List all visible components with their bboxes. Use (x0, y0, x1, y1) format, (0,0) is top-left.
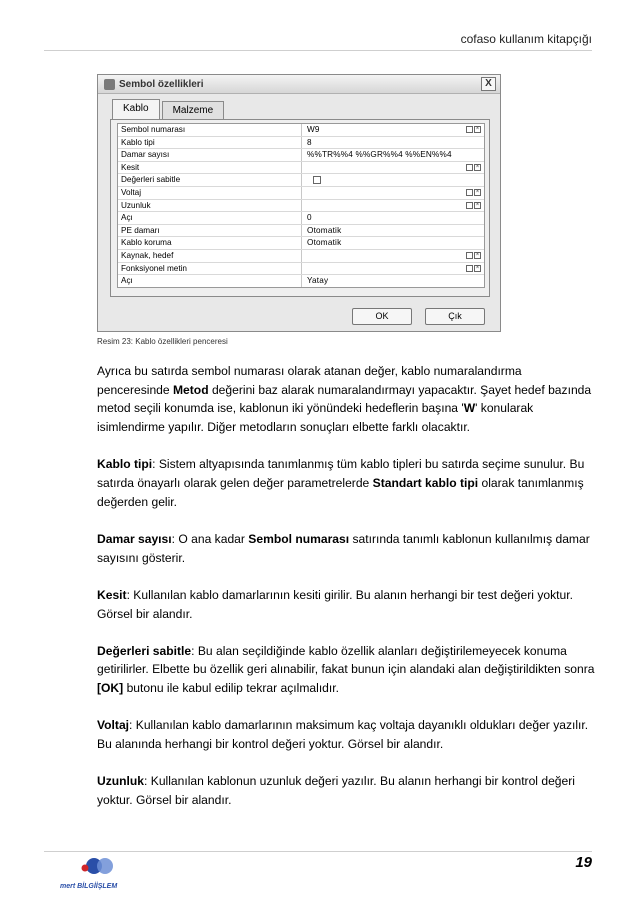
property-controls (457, 212, 484, 224)
bold-term: Uzunluk (97, 774, 145, 789)
logo-dot (82, 865, 89, 872)
property-row[interactable] (118, 237, 484, 250)
property-name: Fonksiyonel metin (118, 263, 302, 275)
paragraph (97, 455, 597, 511)
logo-circle-medium (97, 858, 113, 874)
property-row[interactable] (118, 174, 484, 187)
bold-term: Sembol numarası (248, 531, 350, 546)
paragraph-text: Ayrıca bu satırda sembol numarası olarak atanan değer, kablo numaralandırma penceresinde (97, 364, 522, 397)
paragraph-text: butonu ile kabul edilip tekrar açılmalıdır. (123, 681, 339, 696)
property-controls (457, 200, 484, 212)
bold-term: [OK] (97, 681, 124, 696)
visibility-checkbox[interactable] (466, 164, 473, 171)
paragraph-text: : Sistem altyapısında tanımlanmış tüm kablo tipleri bu satırda seçime sunulur. Bu satırda önayarlı olarak gelen değer parametrelerde (97, 457, 585, 491)
property-controls (457, 225, 484, 237)
bold-term: Standart kablo tipi (372, 476, 479, 491)
fix-values-checkbox[interactable] (313, 176, 321, 184)
paragraph (97, 530, 597, 567)
paragraph-text: satırında tanımlı kablonun kullanılmış damar sayısını gösterir. (97, 531, 590, 565)
property-controls (457, 149, 484, 161)
property-name: Kaynak, hedef (118, 250, 302, 262)
property-controls (457, 275, 484, 287)
clear-icon[interactable]: × (475, 126, 480, 133)
visibility-checkbox[interactable] (466, 202, 473, 209)
tab-malzeme[interactable]: Malzeme (162, 101, 225, 119)
visibility-checkbox[interactable] (466, 252, 473, 259)
property-row[interactable] (118, 225, 484, 238)
property-name: Açı (118, 212, 302, 224)
property-row[interactable] (118, 250, 484, 263)
property-name: Kablo tipi (118, 137, 302, 149)
property-name: Açı (118, 275, 302, 287)
clear-icon[interactable]: × (475, 164, 480, 171)
page-header-title: cofaso kullanım kitapçığı (460, 32, 592, 46)
symbol-properties-dialog (97, 74, 501, 332)
logo-text: mert BİLGİİŞLEM (60, 883, 118, 890)
paragraph-text: : Kullanılan kablonun uzunluk değeri yazılır. Bu alanın herhangi bir kontrol değeri yoktur. Görsel bir alandır. (97, 774, 575, 807)
cancel-button[interactable]: Çık (425, 308, 485, 325)
visibility-checkbox[interactable] (466, 189, 473, 196)
property-value[interactable]: Otomatik (307, 238, 342, 248)
property-row[interactable] (118, 149, 484, 162)
app-icon (104, 79, 115, 90)
property-name: Uzunluk (118, 200, 302, 212)
property-row[interactable] (118, 275, 484, 287)
property-row[interactable] (118, 137, 484, 150)
properties-grid (117, 123, 485, 288)
paragraph-text: : O ana kadar (171, 531, 249, 546)
property-value[interactable]: 8 (307, 137, 312, 147)
property-controls (457, 263, 484, 275)
body-text (97, 362, 597, 828)
figure-caption: Resim 23: Kablo özellikleri penceresi (97, 337, 228, 346)
property-value[interactable]: Otomatik (307, 225, 342, 235)
property-name: Kablo koruma (118, 237, 302, 249)
property-row[interactable] (118, 124, 484, 137)
property-name: Kesit (118, 162, 302, 174)
paragraph-text: değerini baz alarak numaralandırmayı yapacaktır. Şayet hedef bazında metod seçili konumda ise, kablonun iki yönündeki hedeflerin başına ' (97, 382, 592, 416)
visibility-checkbox[interactable] (466, 126, 473, 133)
property-controls (457, 187, 484, 199)
paragraph-text: olarak tanımlanmış değerden gelir. (97, 476, 584, 509)
property-name: Damar sayısı (118, 149, 302, 161)
paragraph (97, 716, 597, 753)
clear-icon[interactable]: × (475, 252, 480, 259)
paragraph-text: : Bu alan seçildiğinde kablo özellik alanları değiştirilemeyecek konuma getirilirler. Elbette bu özellik geri alınabilir, fakat bunun için alandaki alan değiştirildikten sonra (97, 643, 595, 677)
company-logo (58, 856, 128, 894)
page-number: 19 (575, 854, 592, 871)
property-name: PE damarı (118, 225, 302, 237)
property-controls (457, 162, 484, 174)
paragraph-text: : Kullanılan kablo damarlarının maksimum kaç voltaja dayanıklı oldukları değer yazılır. Bu alanında herhangi bir kontrol değeri yoktur. Görsel bir alandır. (97, 718, 589, 752)
properties-panel (110, 119, 490, 297)
property-value[interactable] (302, 187, 457, 199)
clear-icon[interactable]: × (475, 264, 480, 271)
tab-kablo[interactable]: Kablo (112, 99, 160, 119)
property-value[interactable]: W9 (307, 125, 320, 134)
property-value[interactable] (302, 200, 457, 212)
footer-rule (44, 851, 592, 852)
property-row[interactable] (118, 212, 484, 225)
bold-term: W (463, 401, 476, 416)
paragraph-text: ' konularak isimlendirme yapılır. Diğer metodların sonuçları elbette farklı olacaktır. (97, 401, 534, 435)
paragraph (97, 586, 597, 623)
property-value[interactable] (302, 263, 457, 275)
property-value[interactable]: Yatay (307, 276, 329, 286)
bold-term: Değerleri sabitle (97, 643, 192, 658)
property-row[interactable] (118, 187, 484, 200)
property-controls (457, 124, 484, 136)
close-button[interactable]: X (481, 77, 496, 91)
property-controls (457, 174, 484, 186)
tab-bar (112, 101, 226, 119)
property-controls (457, 237, 484, 249)
paragraph (97, 772, 597, 809)
property-row[interactable] (118, 263, 484, 276)
ok-button[interactable]: OK (352, 308, 412, 325)
property-value[interactable] (302, 250, 457, 262)
clear-icon[interactable]: × (475, 189, 480, 196)
property-name: Voltaj (118, 187, 302, 199)
bold-term: Kablo tipi (97, 457, 153, 472)
clear-icon[interactable]: × (475, 201, 480, 208)
property-controls (457, 137, 484, 149)
property-row[interactable] (118, 162, 484, 175)
property-value[interactable]: %%TR%%4 %%GR%%4 %%EN%%4 (307, 150, 452, 160)
header-rule (44, 50, 592, 51)
dialog-title: Sembol özellikleri (119, 78, 204, 90)
paragraph (97, 642, 597, 698)
paragraph (97, 362, 597, 437)
property-value (302, 174, 457, 186)
property-name: Sembol numarası (118, 124, 302, 136)
property-name: Değerleri sabitle (118, 174, 302, 186)
bold-term: Voltaj (97, 718, 130, 733)
property-row[interactable] (118, 200, 484, 213)
visibility-checkbox[interactable] (466, 265, 473, 272)
bold-term: Kesit (97, 587, 127, 602)
bold-term: Metod (172, 382, 209, 397)
property-value[interactable]: 0 (307, 213, 312, 223)
bold-term: Damar sayısı (97, 531, 172, 546)
dialog-titlebar (98, 75, 500, 94)
property-value[interactable] (302, 162, 457, 174)
property-controls (457, 250, 484, 262)
paragraph-text: : Kullanılan kablo damarlarının kesiti girilir. Bu alanın herhangi bir test değeri yoktur. Görsel bir alandır. (97, 587, 573, 621)
